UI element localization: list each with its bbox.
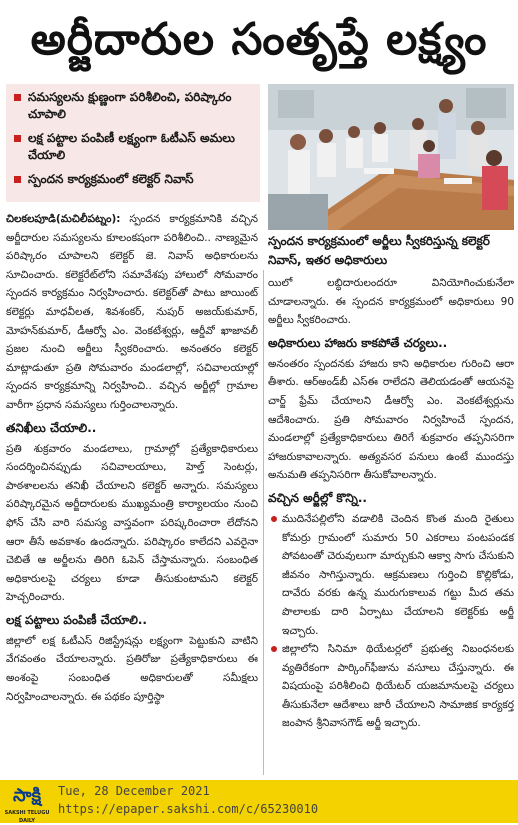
petition-item [268,510,514,640]
column-divider [263,270,264,775]
bullet-icon [14,135,21,142]
edition-date: Tue, 28 December 2021 [58,784,210,798]
article-paragraph: ప్రతి శుక్రవారం మండలాలు, గ్రామాల్లో ప్రత్యేకాధికారులు సందర్శించినప్పుడు సచివాలయాలు, హెల్త్‌ సెంటర్లు, పాఠశాలలను తనిఖీ చేయాలని కలెక్టర్‌ అన్నారు. సమస్యలు పరిష్కారమైన అర్జీదారులకు ముఖ్యమంత్రి కార్యాలయం నుంచి ఫోన్‌ చేసి వారి సమస్య వాస్తవంగా పరిష్కరించారా లేదోనని ఆరా తీసే అవకాశం ఉందన్నారు. పరిష్కారం కాలేదని ఎవరైనా చెబితే ఆ అర్జీలను తిరిగి ఓపెన్‌ చేస్తామన్నారు. సంబంధిత అధికారులపై చర్యలు కూడా తీసుకుంటామని కలెక్టర్‌ హెచ్చరించారు. [6,442,258,604]
article-paragraph: యిలో లబ్ధిదారులందరూ వినియోగించుకునేలా చూడాలన్నారు. ఈ స్పందన కార్యక్రమంలో అధికారులు 90 అర్జీలు స్వీకరించారు. [268,277,514,327]
lead-text: స్పందన కార్యక్రమానికి వచ్చిన అర్జీదారుల సమస్యలను కూలంకషంగా పరిశీలించి.. నాణ్యమైన పరిష్కారం చూపాలని కలెక్టర్‌ జె. నివాస్‌ అధికారులను సూచించారు. కలెక్టరేట్‌లోని సమావేశపు హాలులో సోమవారం స్పందన కార్యక్రమం నిర్వహించారు. కలెక్టర్‌తో పాటు జాయింట్‌ కలెక్టర్లు మాధవీలత, శివశంకర్‌, నుపుర్‌ అజయ్‌కుమార్‌, మోహన్‌కుమార్‌, డీఆర్వో ఎం. వెంకటేశ్వర్లు, ఆర్డీవో ఖాజావలీ ప్రజల నుంచి అర్జీలు స్వీకరించారు. అనంతరం కలెక్టర్‌ మాట్లాడుతూ ప్రతి సోమవారం మండలాల్లో, సచివాలయాల్లో స్పందన కార్యక్రమాన్ని నిర్వహించి.. వచ్చిన అర్జీల్లో గ్రామాల వారీగా ప్రధాన సమస్యలు గుర్తించాలన్నారు. [6,213,258,411]
dateline: చిలకలపూడి(మచిలీపట్నం): [6,213,121,225]
bullet-icon [14,94,21,101]
article-right-column [268,274,514,733]
highlight-item [6,125,260,166]
subheading: తనిఖీలు చేయాలి.. [6,420,97,435]
lead-paragraph [6,210,258,415]
highlight-text: స్పందన కార్యక్రమంలో కలెక్టర్‌ నివాస్‌ [28,172,194,186]
sakshi-logo [4,783,50,824]
footer-bar [0,780,518,823]
highlight-text: లక్ష పట్టాల పంపిణీ లక్ష్యంగా ఓటీఎస్‌ అమలు చేయాలి [28,131,235,162]
bullet-icon [271,516,277,522]
bullet-icon [271,646,277,652]
article-paragraph: జిల్లాలో లక్ష ఓటీఎస్‌ రిజిస్ట్రేషన్లు లక్ష్యంగా పెట్టుకుని వాటిని వేగవంతం చేయాలన్నారు. ప్రతిరోజు ప్రత్యేకాధికారులు ఈ అంశంపై సంబంధిత అధికారులతో సమీక్షలు నిర్వహించాలన్నారు. ఈ పథకం పూర్తిస్థా [6,634,258,703]
article-left-column [6,210,258,706]
logo-mark: సాక్షి [13,785,41,806]
subheading: లక్ష పట్టాలు పంపిణీ చేయాలి.. [6,612,147,627]
meeting-photo-image [268,84,514,230]
epaper-link[interactable]: https://epaper.sakshi.com/c/65230010 [58,802,319,816]
petition-text: జిల్లాలోని సినిమా థియేటర్లలో ప్రభుత్వ నిబంధనలకు వ్యతిరేకంగా పార్కింగ్‌ఫీజును వసూలు చేస్తున్నారు. ఈ విషయంపై పరిశీలించి థియేటర్‌ యజమానులపై చర్యలు తీసుకునేలా ఆదేశాలు జారీ చేయాలని సామాజిక కార్యకర్త జంపాన శ్రీనివాసగౌడ్‌ అర్జీ ఇచ్చారు. [282,643,514,730]
subheading: వచ్చిన అర్జీల్లో కొన్ని.. [268,490,367,505]
highlight-item [6,84,260,125]
news-photo [268,84,514,230]
bullet-icon [14,176,21,183]
highlights-box [6,84,260,202]
petition-item [268,640,514,733]
subheading: అధికారులు హాజరు కాకపోతే చర్యలు.. [268,335,448,350]
article-paragraph: అనంతరం స్పందనకు హాజరు కాని అధికారుల గురించి ఆరా తీశారు. ఆర్‌అండ్‌బీ ఎస్‌ఈ రాలేదని తెలియడంతో ఆయనపై చార్జ్‌ ఫ్రేమ్‌ చేయాలని డీఆర్వో ఎం. వెంకటేశ్వర్లును ఆదేశించారు. ప్రతి సోమవారం నిర్వహించే స్పందన, మండలాల్లో ప్రత్యేకాధికారులు తిరిగే శుక్రవారం తప్పనిసరిగా హాజరుకావాలన్నారు. అత్యవసర పనులు ఉంటే ముందస్తు అనుమతి తప్పనిసరిగా తీసుకోవాలన్నారు. [268,357,514,482]
highlight-text: సమస్యలను క్షుణ్ణంగా పరిశీలించి, పరిష్కారం చూపాలి [28,90,232,121]
headline: అర్జీదారుల సంతృప్తే లక్ష్యం [30,14,488,65]
logo-tagline: SAKSHI TELUGU DAILY [4,810,50,824]
photo-caption: స్పందన కార్యక్రమంలో అర్జీలు స్వీకరిస్తున్న కలెక్టర్‌ నివాస్‌, ఇతర అధికారులు [268,234,490,267]
highlight-item [6,166,260,190]
petition-text: ముదినేపల్లిలోని వడాలికి చెందిన కొంత మంది రైతులు కోమర్రు గ్రామంలో సుమారు 50 ఎకరాలు పంటపండక పోవటంతో చెరువులుగా మార్చుకుని ఆక్వా సాగు చేసుకుని జీవనం సాగిస్తున్నారు. ఆక్రమణలు గుర్తించి కొల్లికోడు, దావేరు వరకు ఉన్న మురుగుకాలువ గట్టు మీద తమ పొలాలకు దారి ఏర్పాటు చేయాలని కలెక్టర్‌కు అర్జీ ఇచ్చారు. [282,512,514,637]
